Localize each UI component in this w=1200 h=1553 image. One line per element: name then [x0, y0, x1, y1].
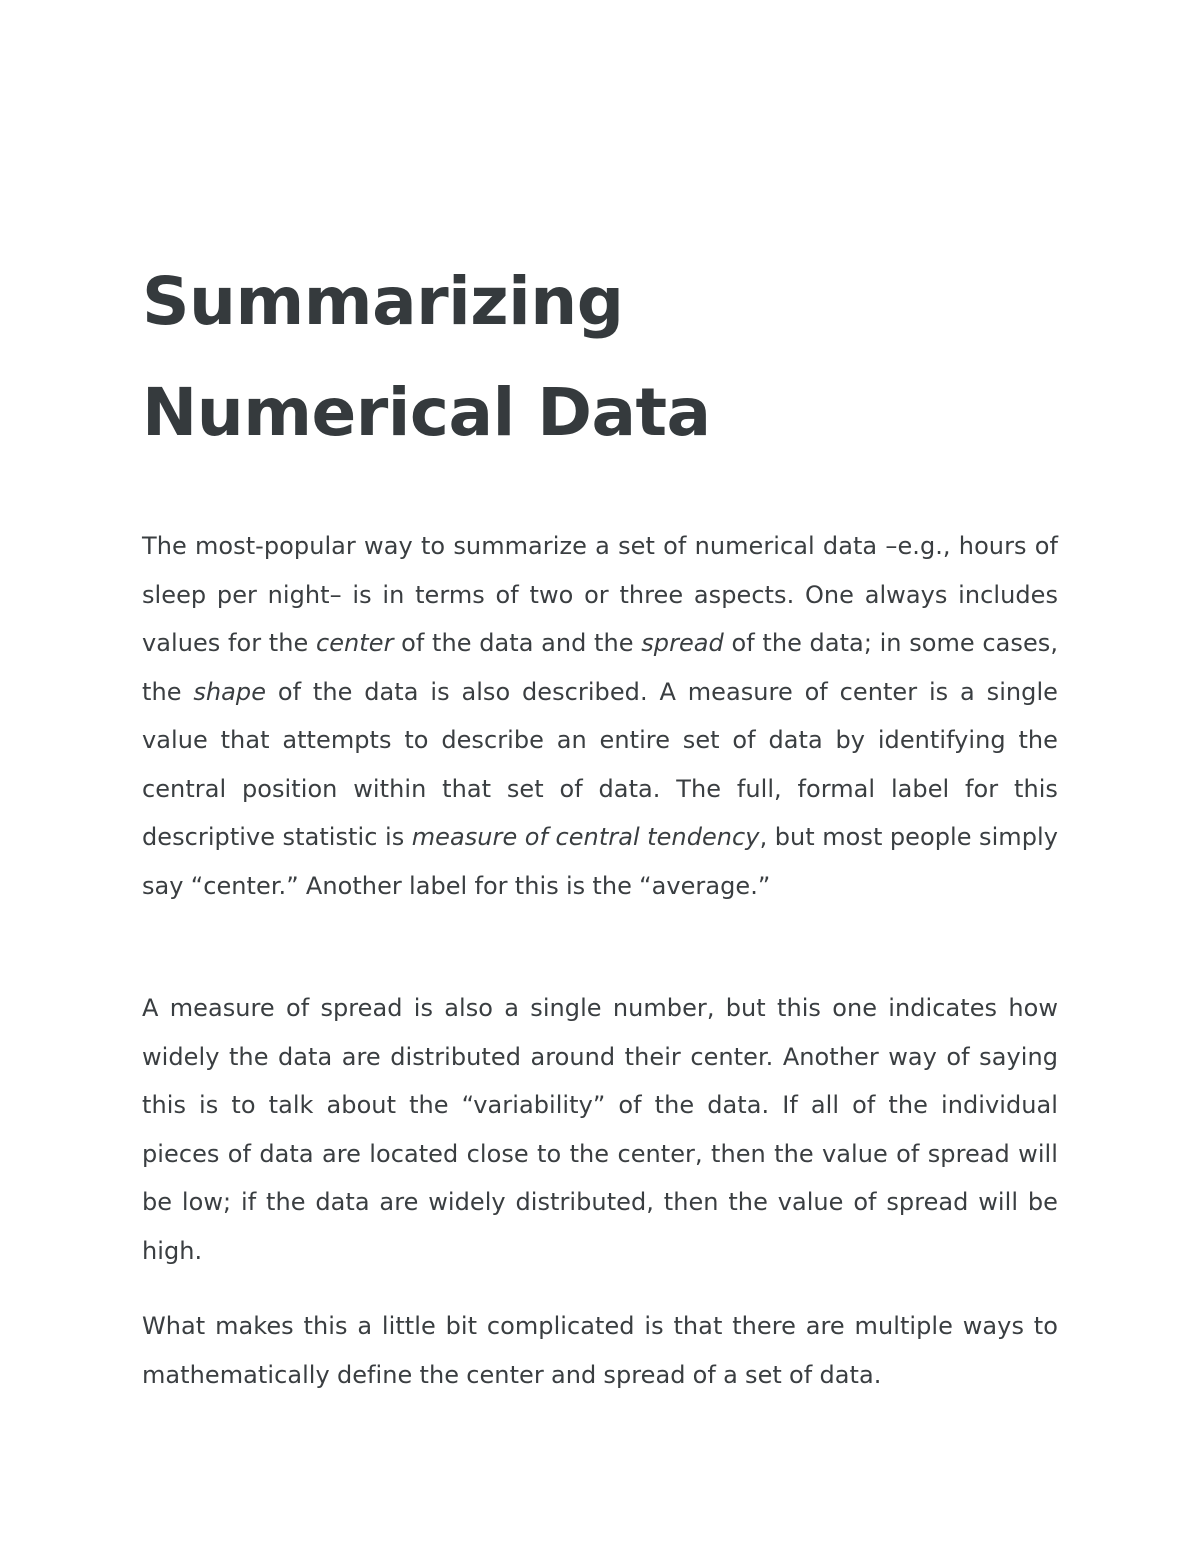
paragraph-measure-of-spread: A measure of spread is also a single number, but this one indicates how widely the data are distributed around their center. Another way of saying this is to talk about the “variability” of the data. If all of the individual pieces of data are located close to the center, then the value of spread will be low; if the data are widely distributed, then the value of spread will be high.	[142, 994, 1058, 1265]
emphasis-central-tendency: measure of central tendency	[411, 823, 760, 851]
emphasis-center: center	[315, 629, 394, 657]
paragraph-text: of the data and the	[393, 629, 642, 657]
emphasis-spread: spread	[641, 629, 724, 657]
paragraph-text: , but most people simply say “center.” Another label for this is the “average.”	[142, 823, 1058, 900]
title-line-2: Numerical Data	[142, 374, 711, 451]
paragraph-center-spread	[142, 522, 1058, 910]
title-line-1: Summarizing	[142, 263, 624, 340]
paragraph-text: of the data is also described. A measure of center is a single value that attempts to describe an entire set of data by identifying the central position within that set of data. The full, formal label for this descriptive statistic is	[142, 677, 1058, 851]
paragraph-text: of the data; in some cases, the	[142, 629, 1058, 706]
paragraph-text: The most-popular way to summarize a set of numerical data –e.g., hours of sleep per night– is in terms of two or three aspects. One always includes values for the	[142, 532, 1058, 657]
page-title	[142, 246, 1058, 468]
emphasis-shape: shape	[193, 677, 267, 706]
paragraph-complication: What makes this a little bit complicated is that there are multiple ways to mathematically define the center and spread of a set of data.	[142, 1312, 1058, 1389]
